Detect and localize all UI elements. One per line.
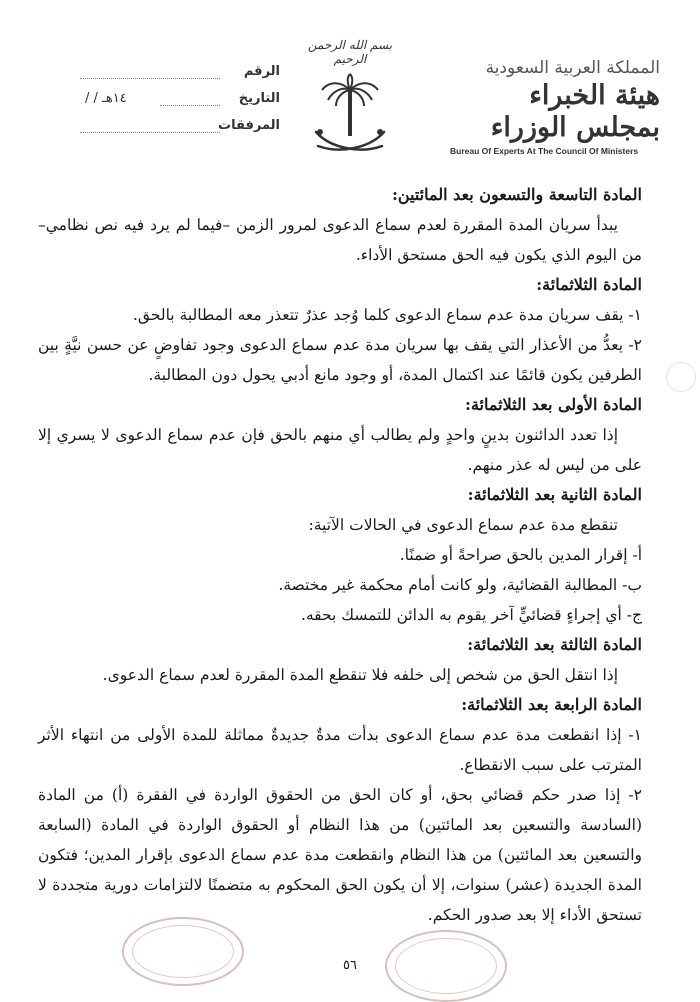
number-label: الرقم: [243, 64, 280, 79]
article-heading: المادة الثانية بعد الثلاثمائة:: [467, 485, 642, 504]
letter-reference-block: [80, 64, 280, 145]
article-paragraph: ٢- إذا صدر حكم قضائي بحق، أو كان الحق من الحقوق الواردة في الفقرة (أ) من المادة (السادسة والتسعين بعد المائتين) من هذا النظام أو الحقوق الواردة في المادة (السابعة والتسعين بعد المائتين) من هذا النظام وانقطعت مدة عدم سماع الدعوى بإقرار المدين؛ فتكون المدة الجديدة (عشر) سنوات، إلا أن يكون الحق المحكوم به متضمنًا لالتزامات دورية متجددة لا تستحق الأداء إلا بعد صدور الحكم.: [38, 786, 642, 924]
bureau-name: هيئة الخبراء بمجلس الوزراء: [490, 80, 660, 143]
article-heading: المادة الأولى بعد الثلاثمائة:: [465, 395, 642, 414]
attachments-row: [80, 118, 280, 145]
page-number: ٥٦: [343, 958, 357, 973]
letterhead-emblem: [305, 38, 395, 160]
attachments-label: المرفقات: [218, 118, 280, 133]
bureau-english-name: Bureau Of Experts At The Council Of Ministers: [450, 146, 639, 156]
article-paragraph: ١- يقف سريان مدة عدم سماع الدعوى كلما وُجد عذرٌ تتعذر معه المطالبة بالحق.: [133, 306, 642, 324]
official-seal-stamp: [122, 917, 244, 986]
letterhead-institution: [450, 58, 660, 156]
number-row: [80, 64, 280, 91]
document-body: [38, 180, 642, 930]
palm-swords-emblem-icon: [310, 70, 390, 160]
article-paragraph: ١- إذا انقطعت مدة عدم سماع الدعوى بدأت مدةٌ جديدةٌ مماثلة للمدة الأولى من انتهاء الأثر المترتب على سبب الانقطاع.: [38, 726, 642, 774]
article-paragraph: ب- المطالبة القضائية، ولو كانت أمام محكمة غير مختصة.: [278, 576, 642, 594]
article-paragraph: أ- إقرار المدين بالحق صراحةً أو ضمنًا.: [399, 546, 642, 564]
article-heading: المادة التاسعة والتسعون بعد المائتين:: [391, 185, 642, 204]
kingdom-name: المملكة العربية السعودية: [485, 58, 660, 78]
article-paragraph: ج- أي إجراءٍ قضائيٍّ آخر يقوم به الدائن للتمسك بحقه.: [300, 606, 642, 624]
article-paragraph: يبدأ سريان المدة المقررة لعدم سماع الدعوى لمرور الزمن –فيما لم يرد فيه نص نظامي– من اليوم الذي يكون فيه الحق مستحق الأداء.: [38, 216, 642, 264]
article-paragraph: ٢- يعدُّ من الأعذار التي يقف بها سريان مدة عدم سماع الدعوى وجود تفاوضٍ عن حسن نيَّةٍ بين الطرفين يكون قائمًا عند اكتمال المدة، أو وجود مانع أدبي يحول دون المطالبة.: [38, 336, 642, 384]
date-row: [80, 91, 280, 118]
article-heading: المادة الثلاثمائة:: [536, 275, 642, 294]
article-paragraph: تنقطع مدة عدم سماع الدعوى في الحالات الآتية:: [308, 516, 618, 534]
official-seal-stamp: [385, 930, 507, 1002]
article-heading: المادة الثالثة بعد الثلاثمائة:: [467, 635, 642, 654]
date-label: التاريخ: [238, 91, 280, 106]
punch-hole-mark: [666, 362, 696, 392]
article-paragraph: إذا تعدد الدائنون بدينٍ واحدٍ ولم يطالب أي منهم بالحق فإن عدم سماع الدعوى لا يسري إلا على من ليس له عذر منهم.: [38, 426, 642, 474]
date-value: / / ١٤هـ: [85, 91, 127, 106]
basmala: بسم الله الرحمن الرحيم: [307, 38, 393, 66]
article-heading: المادة الرابعة بعد الثلاثمائة:: [461, 695, 642, 714]
article-paragraph: إذا انتقل الحق من شخص إلى خلفه فلا تنقطع المدة المقررة لعدم سماع الدعوى.: [102, 666, 618, 684]
